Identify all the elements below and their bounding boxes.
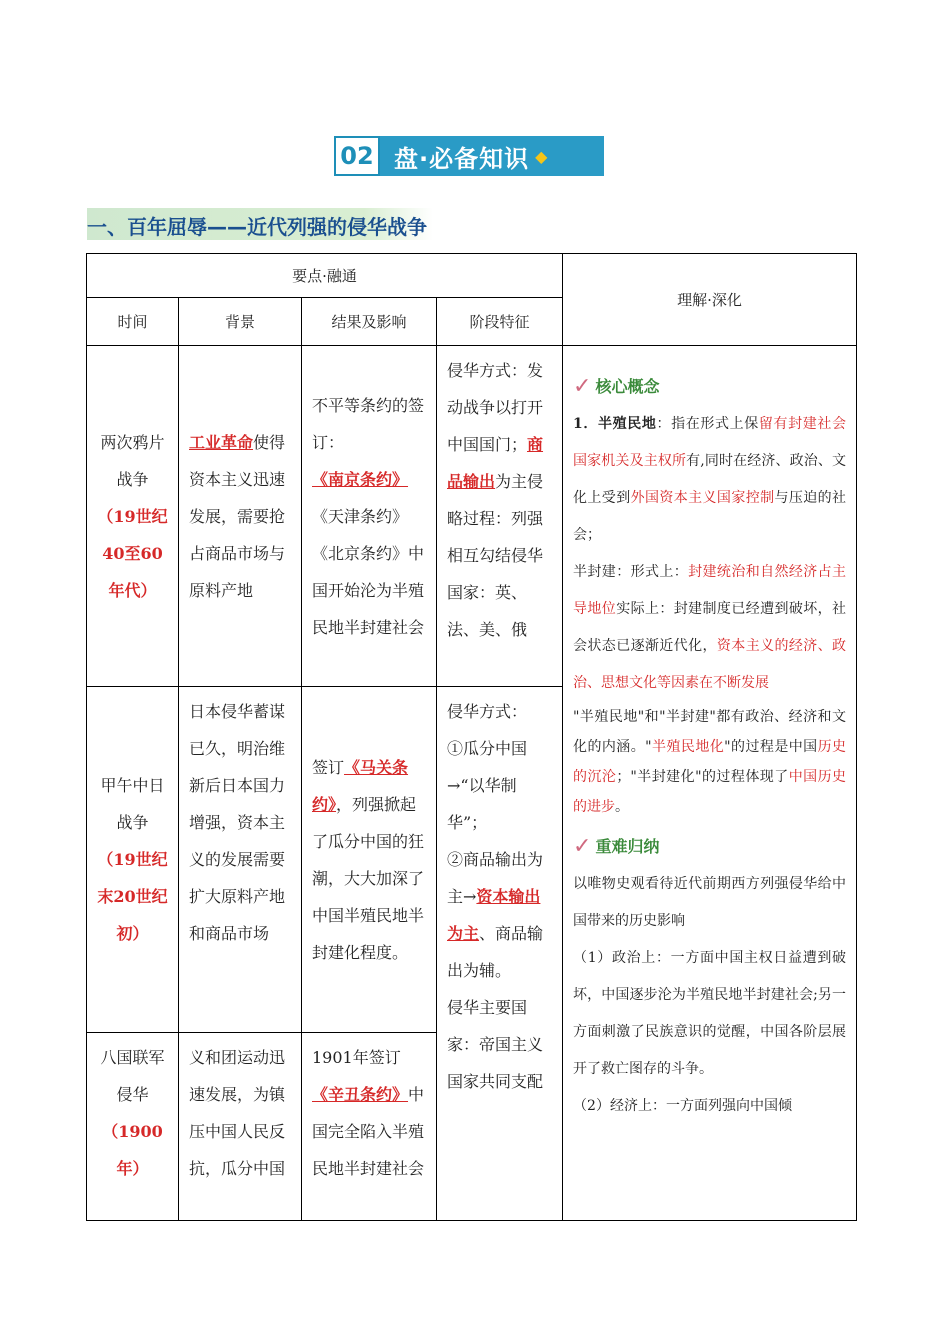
banner-number: 02 (334, 136, 380, 176)
col-header-background: 背景 (179, 298, 302, 346)
row3-time-name: 八国联军侵华 (100, 1048, 165, 1104)
core-concept-heading (573, 366, 846, 406)
row2-time-period: （19世纪末20世纪初） (97, 850, 168, 943)
row2-time-name: 甲午中日战争 (100, 776, 165, 832)
understanding-column (563, 346, 857, 1221)
row2-time (87, 687, 179, 1033)
diamond-icon: ◆ (535, 146, 549, 166)
banner-title (380, 136, 604, 176)
row1-time-period: （19世纪40至60年代） (97, 506, 168, 600)
right-header: 理解·深化 (563, 254, 857, 346)
row1-result-pre: 不平等条约的签订： (312, 395, 425, 452)
group-header: 要点·融通 (87, 254, 563, 298)
row1-background-key: 工业革命 (189, 432, 254, 452)
col-header-result: 结果及影响 (302, 298, 437, 346)
col-header-time: 时间 (87, 298, 179, 346)
row2-feature: 侵华方式： ①瓜分中国→“以华制华”； ②商品输出为主→资本输出为主、商品输出为辅。 侵华主要国家：帝国主义国家共同支配 (437, 687, 563, 1221)
summary-economic: （2）经济上：一方面列强向中国倾 (573, 1098, 792, 1114)
section-heading: 一、百年屈辱——近代列强的侵华战争 (87, 208, 433, 240)
row1-time (87, 346, 179, 687)
row1-feature-post: 为主侵略过程：列强相互勾结侵华国家：英、法、美、俄 (447, 472, 544, 639)
row2-result: 签订《马关条约》，列强掀起了瓜分中国的狂潮，大大加深了中国半殖民地半封建化程度。 (302, 687, 437, 1033)
section-banner (334, 136, 604, 176)
semi-feudal-definition: 半封建：形式上：封建统治和自然经济占主导地位实际上：封建制度已经遭到破坏，社会状态已逐渐近代化，资本主义的经济、政治、思想文化等因素在不断发展 (573, 564, 847, 691)
row1-result-treaty: 《南京条约》 (312, 469, 409, 489)
row1-result-post: 《天津条约》《北京条约》中国开始沦为半殖民地半封建社会 (312, 506, 425, 637)
row1-result (302, 346, 437, 687)
row3-time (87, 1033, 179, 1221)
row3-result-treaty: 《辛丑条约》 (312, 1085, 409, 1104)
row2-background: 日本侵华蓄谋已久，明治维新后日本国力增强，资本主义的发展需要扩大原料产地和商品市场 (179, 687, 302, 1033)
row1-feature-key: 商品输出 (447, 435, 544, 491)
row2-result-treaty: 《马关条约》 (312, 757, 409, 814)
key-summary-heading (573, 826, 846, 866)
row3-result: 1901年签订《辛丑条约》中国完全陷入半殖民地半封建社会 (302, 1033, 437, 1221)
row3-time-period: （1900年） (102, 1122, 163, 1178)
semi-colonial-definition: 1．半殖民地：指在形式上保留有封建社会国家机关及主权所有,同时在经济、政治、文化上受到外国资本主义国家控制与压迫的社会； (573, 416, 847, 543)
col-header-feature: 阶段特征 (437, 298, 563, 346)
core-concept-label: 核心概念 (595, 376, 660, 396)
knowledge-table (86, 253, 857, 1221)
banner-title-text: 盘·必备知识 (394, 144, 530, 173)
row1-background-text: 使得资本主义迅速发展，需要抢占商品市场与原料产地 (189, 432, 286, 600)
check-icon: ✓ (573, 833, 592, 859)
concept-explanation: "半殖民地"和"半封建"都有政治、经济和文化的内涵。"半殖民地化"的过程是中国历史的沉沦；"半封建化"的过程体现了中国历史的进步。 (573, 709, 847, 815)
summary-intro: 以唯物史观看待近代前期西方列强侵华给中国带来的历史影响 (573, 876, 847, 929)
key-summary-label: 重难归纳 (595, 836, 660, 856)
row3-background: 义和团运动迅速发展，为镇压中国人民反抗，瓜分中国 (179, 1033, 302, 1221)
row1-feature-pre: 侵华方式：发动战争以打开中国国门； (447, 361, 544, 454)
row1-background (179, 346, 302, 687)
row1-feature (437, 346, 563, 687)
check-icon: ✓ (573, 373, 592, 399)
row1-time-name: 两次鸦片战争 (100, 432, 165, 489)
summary-political: （1）政治上：一方面中国主权日益遭到破坏，中国逐步沦为半殖民地半封建社会;另一方面刺激了民族意识的觉醒，中国各阶层展开了救亡图存的斗争。 (573, 950, 847, 1077)
